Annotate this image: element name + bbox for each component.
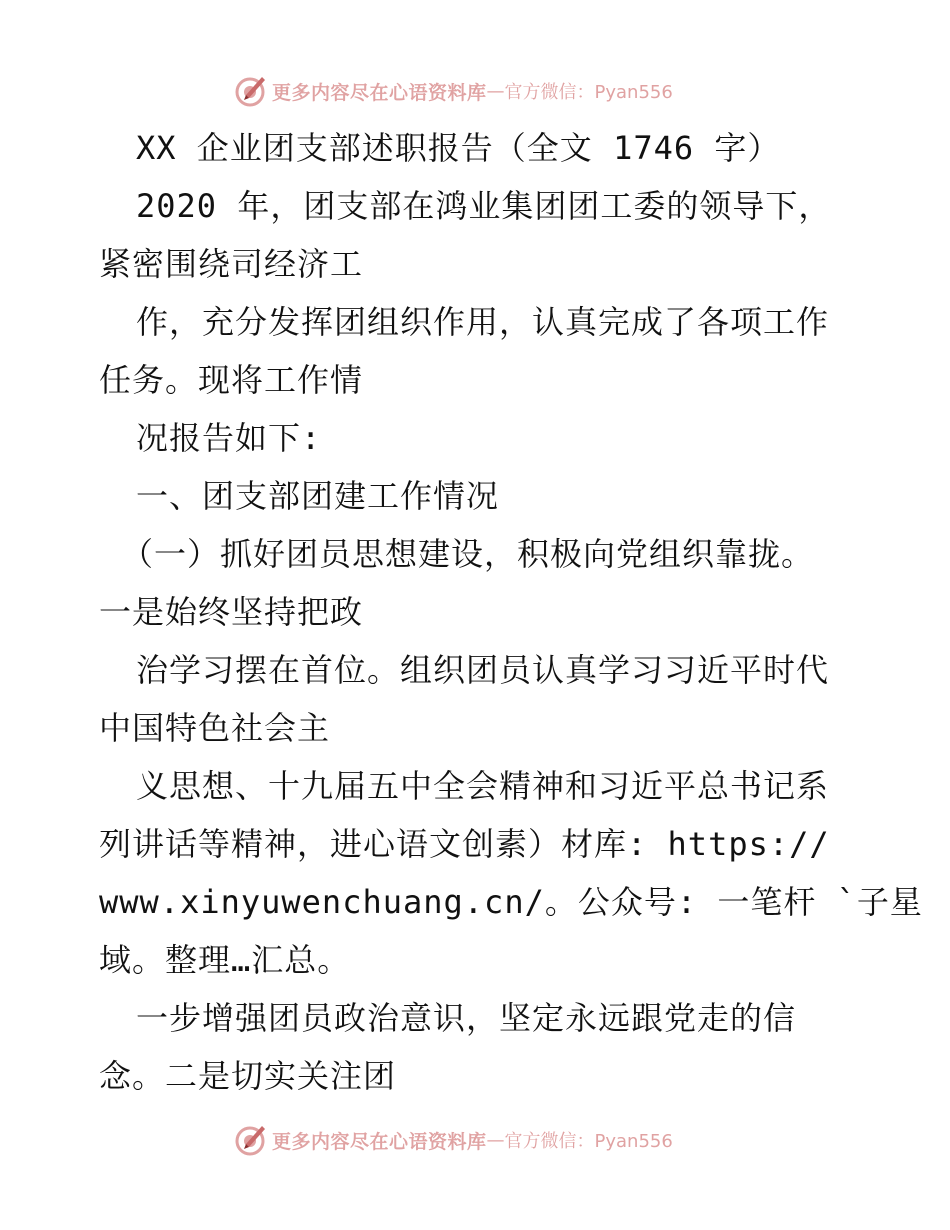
paragraph-line: 列讲话等精神，进心语文创素）材库: https:// [99, 825, 830, 863]
paragraph-line: 中国特色社会主 [99, 709, 331, 747]
document-title: XX 企业团支部述职报告（全文 1746 字） [136, 129, 781, 167]
paragraph-line: 作，充分发挥团组织作用，认真完成了各项工作 [136, 303, 830, 341]
paragraph-line: 一步增强团员政治意识，坚定永远跟党走的信 [136, 999, 797, 1037]
watermark-dash: — [486, 1129, 505, 1151]
paragraph-line: 紧密围绕司经济工 [99, 245, 364, 283]
paragraph-line: www.xinyuwenchuang.cn/。公众号: 一笔杆 `子星 [99, 883, 923, 921]
paragraph-line: 2020 年，团支部在鸿业集团团工委的领导下， [136, 187, 832, 225]
watermark-main-text: 更多内容尽在心语资料库 [272, 81, 487, 104]
watermark-main-text: 更多内容尽在心语资料库 [272, 1130, 487, 1153]
watermark-banner-top [232, 71, 673, 111]
paragraph-line: 况报告如下: [136, 419, 322, 457]
pen-circle-logo-icon [232, 73, 268, 109]
paragraph-line: 念。二是切实关注团 [99, 1057, 397, 1095]
paragraph-line: 一是始终坚持把政 [99, 593, 364, 631]
watermark-sub-text: 官方微信：Pyan556 [504, 1131, 673, 1152]
pen-circle-logo-icon [232, 1122, 268, 1158]
subsection-heading: （一）抓好团员思想建设，积极向党组织靠拢。 [121, 535, 815, 573]
watermark-banner-bottom [232, 1120, 673, 1160]
watermark-dash: — [486, 80, 505, 102]
paragraph-line: 治学习摆在首位。组织团员认真学习习近平时代 [136, 651, 830, 689]
paragraph-line: 义思想、十九届五中全会精神和习近平总书记系 [136, 767, 830, 805]
paragraph-line: 域。整理…汇总。 [99, 941, 351, 979]
section-heading: 一、团支部团建工作情况 [136, 477, 500, 515]
paragraph-line: 任务。现将工作情 [99, 361, 364, 399]
watermark-sub-text: 官方微信：Pyan556 [504, 82, 673, 103]
